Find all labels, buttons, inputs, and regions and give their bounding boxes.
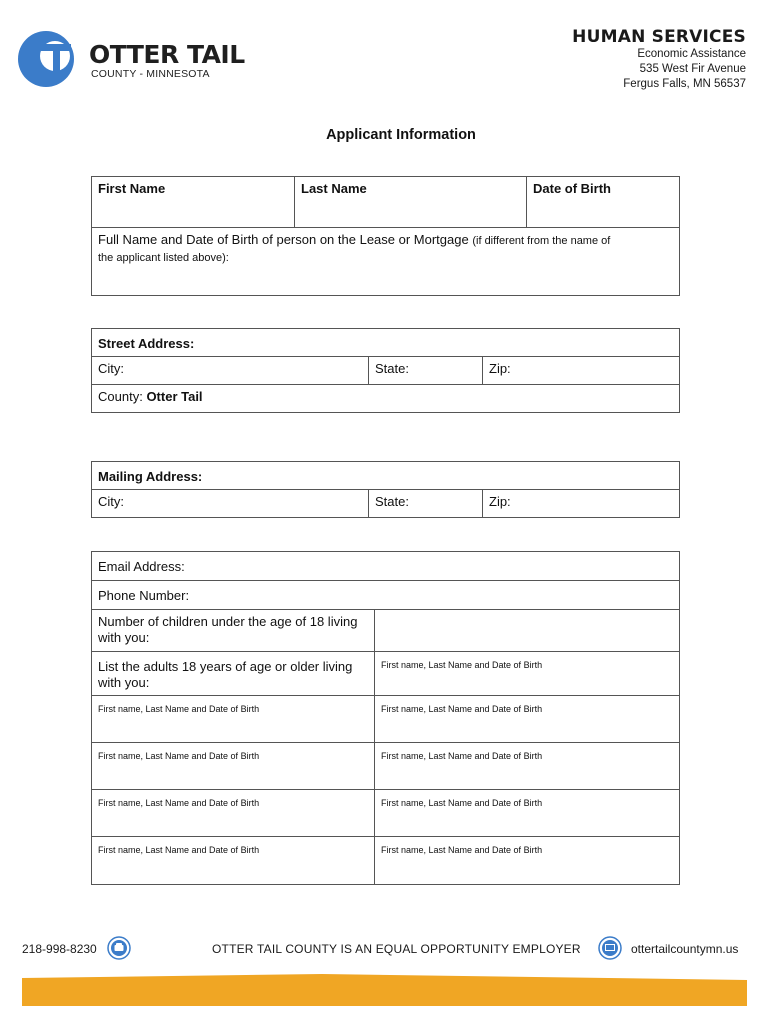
zip-label: Zip:	[489, 361, 511, 376]
lease-note: Full Name and Date of Birth of person on the Lease or Mortgage	[98, 232, 469, 247]
footer-website[interactable]: ottertailcountymn.us	[631, 942, 739, 956]
adult-entry-hint: First name, Last Name and Date of Birth	[98, 704, 260, 714]
first-name-field[interactable]	[92, 177, 295, 228]
city-field[interactable]	[92, 357, 369, 385]
mailing-state-field[interactable]	[369, 490, 483, 518]
city-label: City:	[98, 361, 124, 376]
logo-subtitle: COUNTY - MINNESOTA	[91, 68, 210, 80]
website-icon	[598, 936, 622, 960]
adult-entry-field[interactable]	[92, 837, 375, 885]
adult-entry-field[interactable]	[92, 696, 375, 743]
adult-entry-hint: First name, Last Name and Date of Birth	[381, 751, 543, 761]
mailing-address-label: Mailing Address:	[98, 469, 203, 484]
adult-entry-field[interactable]	[375, 696, 680, 743]
state-label: State:	[375, 361, 409, 376]
mailing-address-field[interactable]	[92, 462, 680, 490]
adult-entry-field[interactable]	[92, 743, 375, 790]
adult-entry-field[interactable]	[92, 790, 375, 837]
county-label: County:	[98, 389, 143, 404]
footer-eoe-statement: OTTER TAIL COUNTY IS AN EQUAL OPPORTUNITY EMPLOYER	[212, 942, 581, 956]
email-label: Email Address:	[98, 559, 185, 574]
adults-label: List the adults 18 years of age or older living with you:	[98, 659, 353, 690]
footer-accent-bar	[22, 974, 747, 1006]
dob-field[interactable]	[527, 177, 680, 228]
adults-label-cell	[92, 652, 375, 696]
children-label-cell	[92, 610, 375, 652]
zip-field[interactable]	[483, 357, 680, 385]
phone-field[interactable]	[92, 581, 680, 610]
lease-note-paren: (if different from the name of	[472, 235, 611, 247]
children-label: Number of children under the age of 18 living with you:	[98, 614, 358, 645]
household-table	[91, 551, 680, 885]
street-address-field[interactable]	[92, 329, 680, 357]
lease-note-paren-end: the applicant listed above):	[98, 252, 229, 264]
adult-entry-hint: First name, Last Name and Date of Birth	[381, 704, 543, 714]
footer-phone: 218-998-8230	[22, 942, 97, 956]
logo-name: OTTER TAIL	[89, 40, 245, 69]
street-address-label: Street Address:	[98, 336, 195, 351]
mailing-city-field[interactable]	[92, 490, 369, 518]
otter-tail-logo-icon	[17, 30, 79, 92]
adult-entry-field[interactable]	[375, 652, 680, 696]
mailing-zip-field[interactable]	[483, 490, 680, 518]
children-count-field[interactable]	[375, 610, 680, 652]
dob-label: Date of Birth	[533, 181, 611, 196]
adult-entry-hint: First name, Last Name and Date of Birth	[98, 845, 260, 855]
applicant-table	[91, 176, 680, 296]
county-field	[92, 385, 680, 413]
adult-entry-hint: First name, Last Name and Date of Birth	[381, 845, 543, 855]
street-address-table	[91, 328, 680, 413]
last-name-field[interactable]	[295, 177, 527, 228]
adult-entry-hint: First name, Last Name and Date of Birth	[98, 751, 260, 761]
email-field[interactable]	[92, 552, 680, 581]
department-line: Fergus Falls, MN 56537	[623, 78, 746, 90]
county-value: Otter Tail	[146, 389, 203, 404]
form-title: Applicant Information	[326, 127, 476, 143]
mailing-address-table	[91, 461, 680, 518]
mailing-state-label: State:	[375, 494, 409, 509]
mailing-zip-label: Zip:	[489, 494, 511, 509]
phone-icon	[107, 936, 131, 960]
department-title: HUMAN SERVICES	[572, 27, 746, 47]
adult-entry-hint: First name, Last Name and Date of Birth	[381, 660, 543, 670]
mailing-city-label: City:	[98, 494, 124, 509]
adult-entry-field[interactable]	[375, 837, 680, 885]
adult-entry-hint: First name, Last Name and Date of Birth	[98, 798, 260, 808]
department-block	[572, 27, 746, 92]
adult-entry-hint: First name, Last Name and Date of Birth	[381, 798, 543, 808]
adult-entry-field[interactable]	[375, 790, 680, 837]
lease-holder-field[interactable]	[92, 228, 680, 296]
department-line: 535 West Fir Avenue	[639, 63, 746, 75]
county-logo	[17, 30, 245, 90]
department-line: Economic Assistance	[637, 48, 746, 60]
state-field[interactable]	[369, 357, 483, 385]
last-name-label: Last Name	[301, 181, 367, 196]
phone-label: Phone Number:	[98, 588, 190, 603]
first-name-label: First Name	[98, 181, 166, 196]
adult-entry-field[interactable]	[375, 743, 680, 790]
